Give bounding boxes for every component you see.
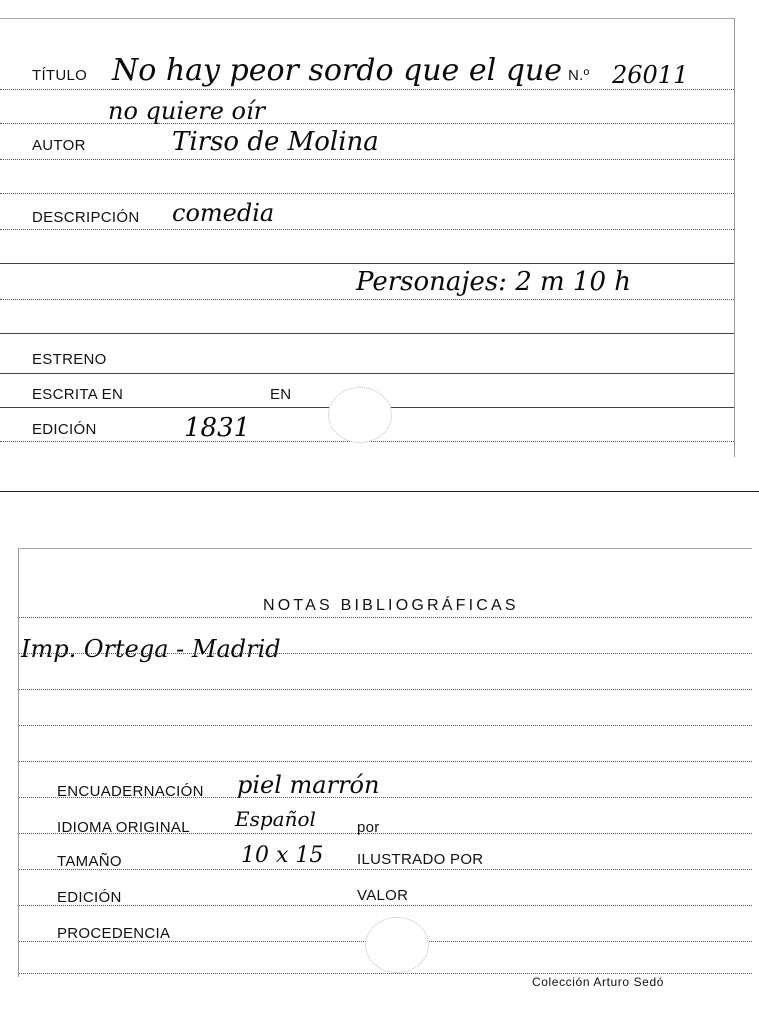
tamano-label: TAMAÑO bbox=[57, 853, 122, 870]
escrita-en-label: ESCRITA EN bbox=[32, 386, 124, 403]
rule-line bbox=[19, 725, 752, 726]
descripcion-value: comedia bbox=[172, 199, 275, 227]
rule-line bbox=[0, 229, 734, 230]
autor-value: Tirso de Molina bbox=[172, 127, 379, 157]
numero-label: N.º bbox=[568, 67, 590, 84]
encuadernacion-value: piel marrón bbox=[237, 771, 380, 799]
titulo-label: TÍTULO bbox=[32, 67, 88, 84]
titulo-value: No hay peor sordo que el que bbox=[112, 53, 563, 88]
stamp-mark bbox=[365, 917, 429, 973]
rule-line bbox=[0, 373, 734, 374]
rule-line bbox=[0, 263, 734, 264]
titulo-value-continued: no quiere oír bbox=[108, 97, 266, 125]
idioma-value: Español bbox=[235, 807, 316, 831]
rule-line bbox=[19, 761, 752, 762]
descripcion-label: DESCRIPCIÓN bbox=[32, 209, 140, 226]
catalog-card-bottom bbox=[18, 548, 752, 977]
valor-label: VALOR bbox=[357, 887, 409, 904]
rule-line bbox=[19, 617, 752, 618]
idioma-label: IDIOMA ORIGINAL bbox=[57, 819, 190, 836]
stamp-mark bbox=[328, 387, 392, 443]
rule-line bbox=[0, 159, 734, 160]
catalog-card-top bbox=[0, 18, 735, 457]
edicion-value: 1831 bbox=[184, 413, 251, 443]
estreno-label: ESTRENO bbox=[32, 351, 107, 368]
rule-line bbox=[19, 653, 752, 654]
rule-line bbox=[0, 193, 734, 194]
edicion-label: EDICIÓN bbox=[57, 889, 122, 906]
rule-line bbox=[19, 905, 752, 906]
edicion-label: EDICIÓN bbox=[32, 421, 97, 438]
rule-line bbox=[19, 689, 752, 690]
rule-line bbox=[0, 299, 734, 300]
procedencia-label: PROCEDENCIA bbox=[57, 925, 171, 942]
tamano-value: 10 x 15 bbox=[241, 843, 324, 868]
ilustrado-label: ILUSTRADO POR bbox=[357, 851, 484, 868]
notas-title: NOTAS BIBLIOGRÁFICAS bbox=[263, 597, 519, 614]
notas-value: Imp. Ortega - Madrid bbox=[21, 635, 281, 663]
collection-footer: Colección Arturo Sedó bbox=[532, 975, 665, 989]
rule-line bbox=[19, 973, 752, 974]
rule-line bbox=[19, 869, 752, 870]
autor-label: AUTOR bbox=[32, 137, 86, 154]
personajes-value: Personajes: 2 m 10 h bbox=[356, 267, 632, 297]
en-label: EN bbox=[270, 386, 292, 403]
rule-line bbox=[0, 333, 734, 334]
numero-value: 26011 bbox=[612, 61, 689, 89]
rule-line bbox=[0, 89, 734, 90]
por-label: por bbox=[357, 819, 380, 836]
encuadernacion-label: ENCUADERNACIÓN bbox=[57, 783, 204, 800]
card-separator bbox=[0, 491, 759, 492]
